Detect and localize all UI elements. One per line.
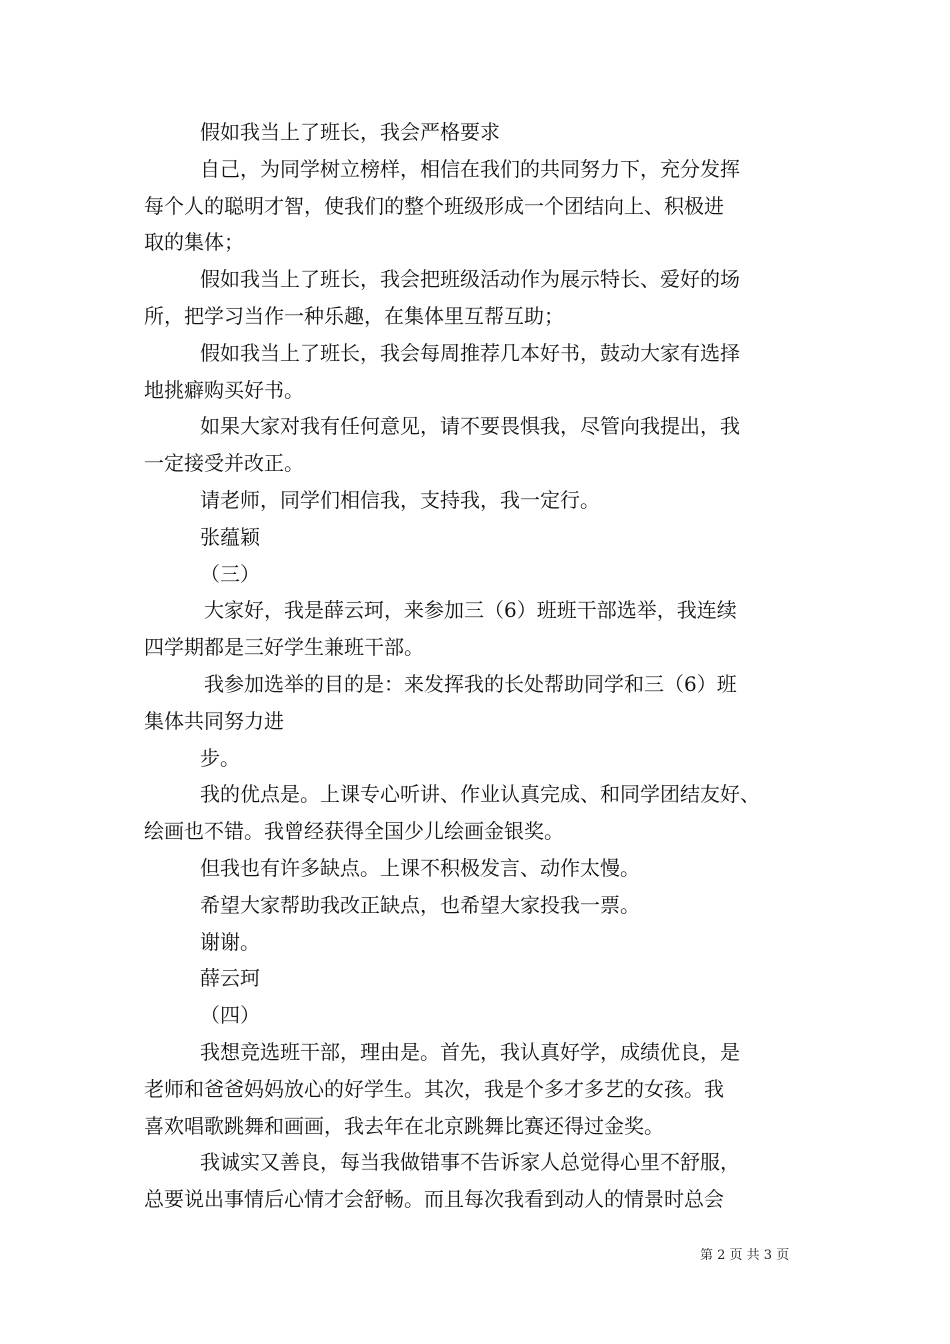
text-line: 但我也有许多缺点。上课不积极发言、动作太慢。 bbox=[200, 855, 640, 880]
page-number-footer: 第 2 页 共 3 页 bbox=[700, 1248, 790, 1263]
text-line: 地挑癖购买好书。 bbox=[144, 377, 304, 402]
text-line: 每个人的聪明才智，使我们的整个班级形成一个团结向上、积极进 bbox=[144, 193, 724, 218]
text-line: 我诚实又善良，每当我做错事不告诉家人总觉得心里不舒服， bbox=[200, 1150, 740, 1175]
text-line: 总要说出事情后心情才会舒畅。而且每次我看到动人的情景时总会 bbox=[144, 1187, 724, 1212]
text-line: 如果大家对我有任何意见，请不要畏惧我，尽管向我提出，我 bbox=[200, 414, 740, 439]
text-line: 谢谢。 bbox=[200, 929, 260, 954]
text-line: 老师和爸爸妈妈放心的好学生。其次，我是个多才多艺的女孩。我 bbox=[144, 1076, 724, 1101]
text-line: 假如我当上了班长，我会严格要求 bbox=[200, 120, 500, 144]
text-line: （四） bbox=[200, 1003, 260, 1028]
text-line: （三） bbox=[200, 561, 260, 586]
text-line: 喜欢唱歌跳舞和画画，我去年在北京跳舞比赛还得过金奖。 bbox=[144, 1113, 664, 1138]
text-line: 我想竞选班干部，理由是。首先，我认真好学，成绩优良，是 bbox=[200, 1039, 740, 1064]
text-line: 希望大家帮助我改正缺点，也希望大家投我一票。 bbox=[200, 892, 640, 917]
text-line: 我参加选举的目的是：来发挥我的长处帮助同学和三（6）班 bbox=[204, 671, 737, 696]
text-line: 集体共同努力进 bbox=[144, 708, 284, 733]
text-line: 一定接受并改正。 bbox=[144, 451, 304, 476]
text-line: 大家好，我是薛云珂，来参加三（6）班班干部选举，我连续 bbox=[204, 598, 737, 623]
text-line: 薛云珂 bbox=[200, 966, 260, 991]
text-line: 四学期都是三好学生兼班干部。 bbox=[144, 635, 424, 660]
text-line: 请老师，同学们相信我，支持我，我一定行。 bbox=[200, 487, 600, 512]
document-body bbox=[144, 114, 814, 1218]
text-line: 取的集体； bbox=[144, 230, 244, 255]
text-line: 所，把学习当作一种乐趣，在集体里互帮互助； bbox=[144, 303, 564, 328]
text-line: 张蕴颖 bbox=[200, 524, 260, 549]
text-line: 我的优点是。上课专心听讲、作业认真完成、和同学团结友好、 bbox=[200, 782, 760, 807]
text-line: 假如我当上了班长，我会把班级活动作为展示特长、爱好的场 bbox=[200, 267, 740, 292]
text-line: 假如我当上了班长，我会每周推荐几本好书，鼓动大家有选择 bbox=[200, 340, 740, 365]
text-line: 绘画也不错。我曾经获得全国少儿绘画金银奖。 bbox=[144, 819, 564, 844]
text-line: 步。 bbox=[200, 745, 240, 770]
text-line: 自己，为同学树立榜样，相信在我们的共同努力下，充分发挥 bbox=[200, 156, 740, 181]
